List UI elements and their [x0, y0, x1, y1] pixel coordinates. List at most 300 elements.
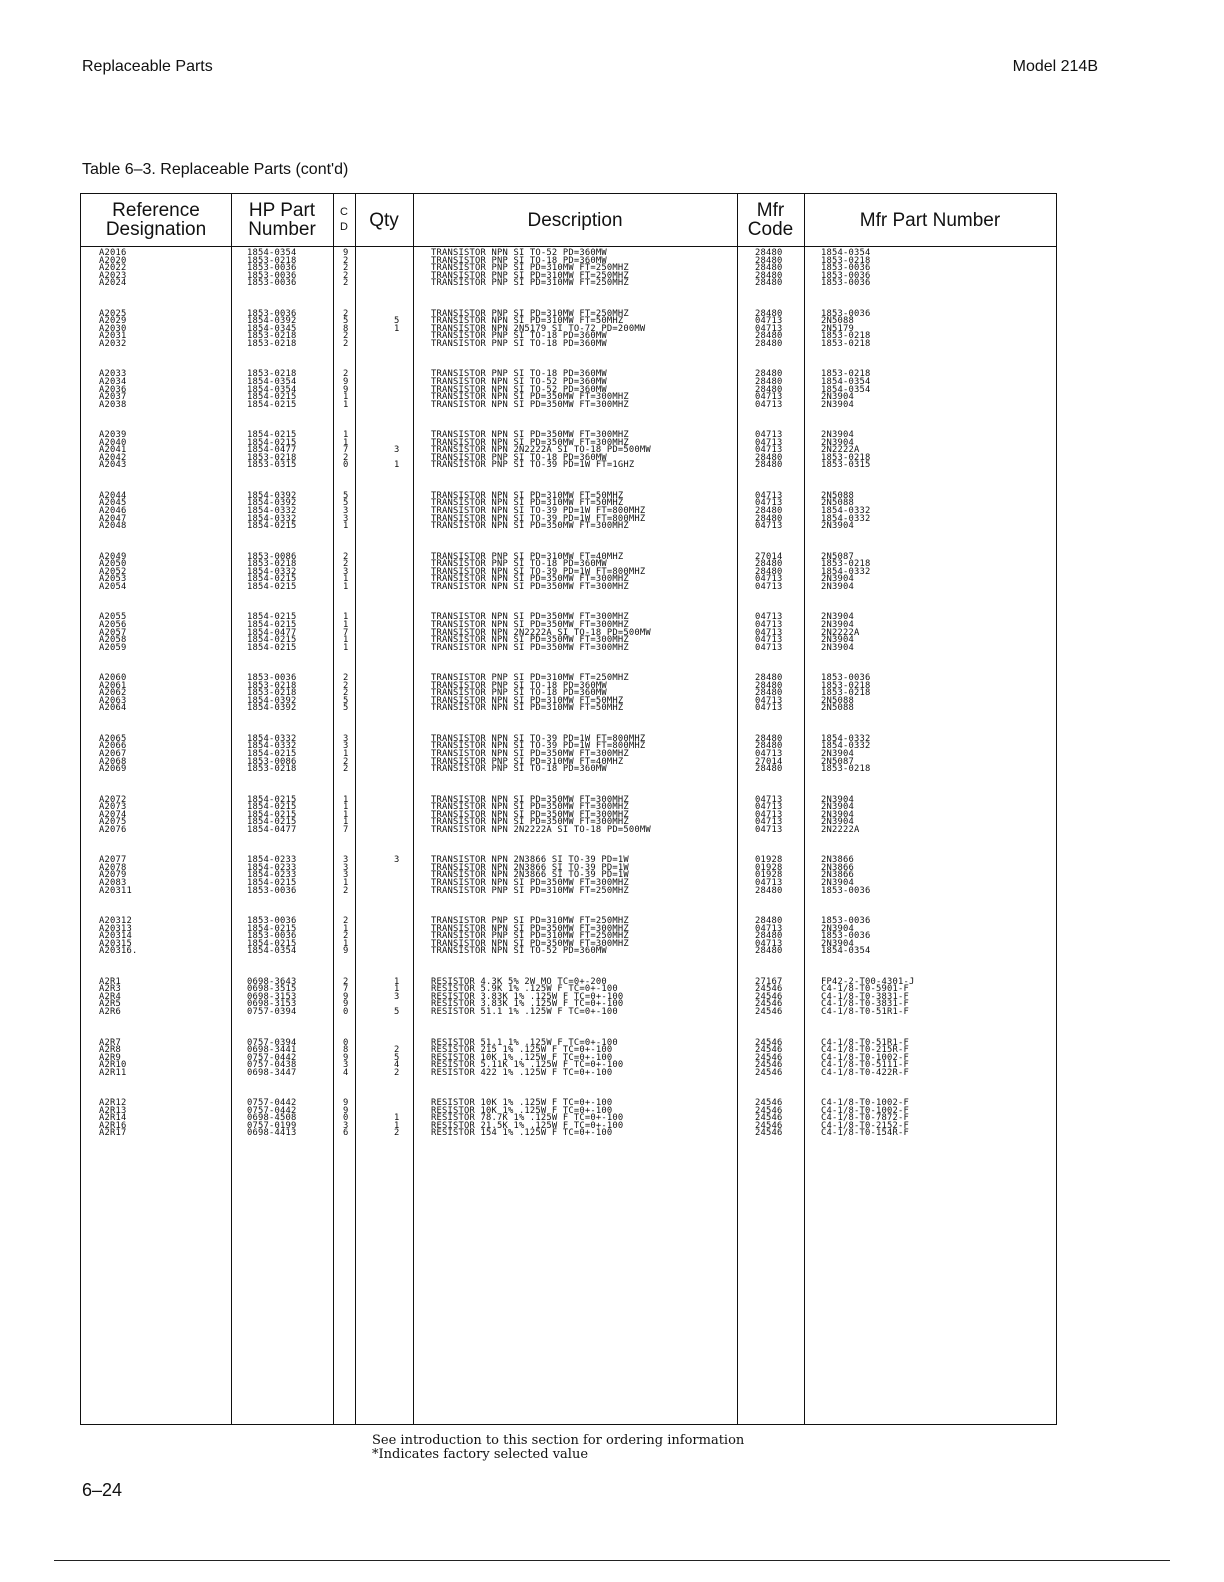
group-spacer	[81, 652, 1056, 675]
cell-mfr: 04713	[755, 619, 783, 630]
cell-mpn: 2N3904	[821, 521, 854, 532]
cell-mpn: FP42-2-T00-4301-J	[821, 976, 915, 987]
cell-hp: 1854-0477	[247, 627, 297, 638]
cell-mfr: 28480	[755, 931, 783, 942]
cell-desc: TRANSISTOR NPN SI PD=350MW FT=300MHZ	[431, 635, 629, 646]
cell-desc: RESISTOR 21.5K 1% .125W F TC=0+-100	[431, 1120, 624, 1131]
cell-desc: RESISTOR 5.11K 1% .125W F TC=0+-100	[431, 1060, 624, 1071]
cell-cd: 3	[343, 741, 349, 752]
cell-ref: A2030	[99, 323, 127, 334]
cell-mfr: 24546	[755, 1037, 783, 1048]
cell-mfr: 24546	[755, 984, 783, 995]
cell-cd: 1	[343, 430, 349, 441]
cell-mfr: 28480	[755, 733, 783, 744]
cell-cd: 3	[343, 733, 349, 744]
cell-mpn: 2N3866	[821, 862, 854, 873]
cell-cd: 3	[343, 870, 349, 881]
group-spacer	[81, 834, 1056, 857]
cell-ref: A2R4	[99, 991, 121, 1002]
cell-ref: A2047	[99, 513, 127, 524]
cell-ref: A2022	[99, 263, 127, 274]
cell-hp: 1854-0392	[247, 695, 297, 706]
header-text: Designation	[105, 219, 207, 240]
cell-cd: 1	[343, 574, 349, 585]
cell-ref: A2054	[99, 581, 127, 592]
cell-desc: RESISTOR 4.3K 5% 2W MO TC=0+-200	[431, 976, 607, 987]
cell-cd: 2	[343, 885, 349, 896]
cell-mpn: C4-1/8-T0-51R1-F	[821, 1037, 909, 1048]
cell-hp: 1854-0477	[247, 445, 297, 456]
table-caption: Table 6–3. Replaceable Parts (cont'd)	[82, 161, 349, 178]
cell-hp: 1854-0332	[247, 741, 297, 752]
cell-mfr: 28480	[755, 248, 783, 258]
cell-desc: TRANSISTOR PNP SI PD=310MW FT=250MHZ	[431, 885, 629, 896]
cell-cd: 2	[343, 278, 349, 289]
cell-mfr: 28480	[755, 338, 783, 349]
cell-ref: A2036	[99, 384, 127, 395]
cell-mfr: 24546	[755, 1045, 783, 1056]
cell-mpn: 1853-0218	[821, 331, 871, 342]
cell-ref: A20313	[99, 923, 132, 934]
cell-mfr: 04713	[755, 399, 783, 410]
cell-qty: 2	[394, 1045, 400, 1056]
cell-desc: TRANSISTOR NPN 2N5179 SI TO-72 PD=200MW	[431, 323, 646, 334]
cell-ref: A2037	[99, 392, 127, 403]
cell-mpn: 2N3866	[821, 870, 854, 881]
cell-mpn: 2N3904	[821, 748, 854, 759]
header-text: Mfr	[756, 200, 785, 221]
cell-hp: 1854-0477	[247, 824, 297, 835]
cell-hp: 1854-0215	[247, 612, 297, 623]
cell-desc: TRANSISTOR NPN 2N3866 SI TO-39 PD=1W	[431, 862, 629, 873]
cell-hp: 0698-3153	[247, 991, 297, 1002]
cell-cd: 2	[343, 916, 349, 927]
cell-qty: 1	[394, 976, 400, 987]
cell-mpn: 2N3904	[821, 392, 854, 403]
cell-desc: TRANSISTOR PNP SI PD=310MW FT=250MHZ	[431, 278, 629, 289]
cell-cd: 8	[343, 323, 349, 334]
table-row	[81, 705, 1056, 713]
cell-hp: 1854-0215	[247, 430, 297, 441]
cell-mpn: 2N5087	[821, 551, 854, 562]
cell-qty: 3	[394, 991, 400, 1002]
cell-cd: 9	[343, 991, 349, 1002]
cell-mfr: 24546	[755, 991, 783, 1002]
cell-desc: RESISTOR 215 1% .125W F TC=0+-100	[431, 1045, 613, 1056]
cell-ref: A2031	[99, 331, 127, 342]
table-row	[81, 581, 1056, 592]
cell-ref: A2066	[99, 741, 127, 752]
column-header-hp-part-number	[231, 194, 333, 246]
cell-mfr: 04713	[755, 445, 783, 456]
cell-hp: 0757-0394	[247, 1037, 297, 1048]
cell-mpn: 1853-0218	[821, 369, 871, 380]
cell-desc: TRANSISTOR NPN SI TO-39 PD=1W FT=800MHZ	[431, 506, 646, 517]
cell-ref: A2077	[99, 855, 127, 866]
cell-mfr: 27014	[755, 756, 783, 767]
cell-hp: 0698-3441	[247, 1045, 297, 1056]
cell-hp: 1853-0036	[247, 263, 297, 274]
table-row	[81, 824, 1056, 835]
cell-desc: TRANSISTOR PNP SI TO-18 PD=360MW	[431, 369, 607, 380]
bottom-rule	[54, 1560, 1170, 1561]
cell-desc: RESISTOR 78.7K 1% .125W F TC=0+-100	[431, 1113, 624, 1124]
cell-mpn: C4-1/8-T0-51R1-F	[821, 1007, 909, 1017]
cell-ref: A2074	[99, 809, 127, 820]
group-spacer	[81, 531, 1056, 554]
cell-mfr: 04713	[755, 627, 783, 638]
cell-mpn: 2N3904	[821, 574, 854, 585]
cell-ref: A2042	[99, 452, 127, 463]
cell-hp: 1854-0215	[247, 437, 297, 448]
cell-ref: A2046	[99, 506, 127, 517]
cell-ref: A2R14	[99, 1113, 127, 1124]
cell-cd: 1	[343, 802, 349, 813]
parts-table	[80, 193, 1057, 1425]
cell-desc: TRANSISTOR NPN 2N3866 SI TO-39 PD=1W	[431, 870, 629, 881]
cell-ref: A2056	[99, 619, 127, 630]
cell-hp: 1854-0332	[247, 733, 297, 744]
cell-mpn: C4-1/8-T0-1002-F	[821, 1098, 909, 1109]
cell-ref: A2020	[99, 255, 127, 266]
cell-ref: A2048	[99, 521, 127, 532]
cell-cd: 2	[343, 976, 349, 987]
cell-cd: 9	[343, 1105, 349, 1116]
cell-cd: 2	[343, 308, 349, 319]
cell-cd: 9	[343, 248, 349, 258]
cell-cd: 3	[343, 1060, 349, 1071]
cell-hp: 1853-0218	[247, 764, 297, 775]
cell-hp: 1854-0215	[247, 938, 297, 949]
cell-hp: 1854-0392	[247, 316, 297, 327]
cell-desc: TRANSISTOR NPN SI TO-39 PD=1W FT=800MHZ	[431, 566, 646, 577]
cell-cd: 1	[343, 817, 349, 828]
cell-ref: A2041	[99, 445, 127, 456]
cell-cd: 2	[343, 270, 349, 281]
cell-cd: 9	[343, 377, 349, 388]
cell-mfr: 27167	[755, 976, 783, 987]
cell-hp: 1854-0345	[247, 323, 297, 334]
cell-desc: RESISTOR 5.9K 1% .125W F TC=0+-100	[431, 984, 618, 995]
cell-hp: 1853-0218	[247, 688, 297, 699]
cell-mpn: 2N5088	[821, 316, 854, 327]
cell-ref: A20314	[99, 931, 132, 942]
cell-mfr: 24546	[755, 1120, 783, 1131]
cell-ref: A2053	[99, 574, 127, 585]
cell-mfr: 28480	[755, 308, 783, 319]
cell-desc: TRANSISTOR NPN SI PD=350MW FT=300MHZ	[431, 437, 629, 448]
cell-qty: 5	[394, 1052, 400, 1063]
cell-cd: 2	[343, 673, 349, 684]
cell-mpn: 2N5088	[821, 490, 854, 501]
cell-hp: 1853-0218	[247, 559, 297, 570]
cell-qty: 4	[394, 1060, 400, 1071]
group-spacer	[81, 956, 1056, 979]
group-spacer	[81, 895, 1056, 918]
cell-cd: 7	[343, 445, 349, 456]
cell-ref: A2062	[99, 688, 127, 699]
group-spacer	[81, 591, 1056, 614]
cell-cd: 2	[343, 680, 349, 691]
cell-hp: 1853-0315	[247, 460, 297, 471]
cell-mfr: 04713	[755, 392, 783, 403]
cell-hp: 1854-0215	[247, 574, 297, 585]
cell-mpn: 2N3904	[821, 635, 854, 646]
cell-mpn: 2N3904	[821, 642, 854, 653]
cell-desc: TRANSISTOR PNP SI PD=310MW FT=250MHZ	[431, 916, 629, 927]
cell-desc: TRANSISTOR PNP SI TO-18 PD=360MW	[431, 764, 607, 775]
cell-desc: TRANSISTOR NPN 2N2222A SI TO-18 PD=500MW	[431, 445, 651, 456]
cell-desc: TRANSISTOR NPN SI PD=350MW FT=300MHZ	[431, 612, 629, 623]
cell-mpn: 2N5179	[821, 323, 854, 334]
table-row	[81, 642, 1056, 653]
cell-mfr: 28480	[755, 559, 783, 570]
cell-mpn: C4-1/8-T0-5111-F	[821, 1060, 909, 1071]
cell-mpn: 1853-0218	[821, 338, 871, 349]
cell-desc: TRANSISTOR NPN SI PD=350MW FT=300MHZ	[431, 581, 629, 592]
cell-desc: TRANSISTOR NPN 2N2222A SI TO-18 PD=500MW	[431, 627, 651, 638]
cell-qty: 2	[394, 1067, 400, 1078]
cell-ref: A2R16	[99, 1120, 127, 1131]
cell-hp: 1853-0218	[247, 369, 297, 380]
cell-mfr: 04713	[755, 809, 783, 820]
cell-hp: 1853-0218	[247, 338, 297, 349]
cell-cd: 3	[343, 855, 349, 866]
cell-cd: 2	[343, 331, 349, 342]
cell-desc: TRANSISTOR PNP SI PD=310MW FT=250MHZ	[431, 673, 629, 684]
cell-desc: RESISTOR 10K 1% .125W F TC=0+-100	[431, 1052, 613, 1063]
cell-ref: A2059	[99, 642, 127, 653]
cell-mpn: 2N3904	[821, 437, 854, 448]
cell-hp: 1854-0215	[247, 581, 297, 592]
cell-ref: A2061	[99, 680, 127, 691]
cell-desc: TRANSISTOR NPN SI PD=350MW FT=300MHZ	[431, 809, 629, 820]
cell-desc: TRANSISTOR PNP SI PD=310MW FT=250MHZ	[431, 308, 629, 319]
cell-hp: 0757-0442	[247, 1105, 297, 1116]
cell-hp: 1854-0215	[247, 619, 297, 630]
cell-mfr: 04713	[755, 877, 783, 888]
cell-mfr: 24546	[755, 999, 783, 1010]
cell-mfr: 28480	[755, 460, 783, 471]
cell-mpn: 1854-0332	[821, 741, 871, 752]
group-spacer	[81, 713, 1056, 736]
cell-mfr: 01928	[755, 862, 783, 873]
cell-mfr: 28480	[755, 688, 783, 699]
cell-mfr: 28480	[755, 384, 783, 395]
group-spacer	[81, 1017, 1056, 1040]
cell-qty: 1	[394, 323, 400, 334]
cell-desc: TRANSISTOR NPN 2N2222A SI TO-18 PD=500MW	[431, 824, 651, 835]
cell-mpn: C4-1/8-T0-7872-F	[821, 1113, 909, 1124]
cell-mpn: 2N3904	[821, 923, 854, 934]
cell-desc: TRANSISTOR PNP SI TO-18 PD=360MW	[431, 452, 607, 463]
cell-mpn: C4-1/8-T0-5901-F	[821, 984, 909, 995]
cell-desc: TRANSISTOR NPN SI PD=310MW FT=50MHZ	[431, 695, 624, 706]
cell-cd: 3	[343, 513, 349, 524]
cell-cd: 2	[343, 688, 349, 699]
cell-desc: TRANSISTOR NPN SI TO-52 PD=360MW	[431, 248, 607, 258]
group-spacer	[81, 470, 1056, 493]
cell-hp: 0698-4508	[247, 1113, 297, 1124]
cell-mfr: 04713	[755, 794, 783, 805]
cell-desc: TRANSISTOR NPN SI PD=350MW FT=300MHZ	[431, 938, 629, 949]
cell-hp: 0757-0394	[247, 1007, 297, 1017]
cell-mpn: 2N5088	[821, 703, 854, 714]
cell-ref: A2044	[99, 490, 127, 501]
cell-mpn: 1853-0036	[821, 270, 871, 281]
cell-desc: RESISTOR 154 1% .125W F TC=0+-100	[431, 1128, 613, 1139]
cell-mpn: 2N3904	[821, 802, 854, 813]
cell-ref: A2078	[99, 862, 127, 873]
cell-cd: 1	[343, 642, 349, 653]
cell-hp: 1853-0086	[247, 756, 297, 767]
cell-hp: 1854-0233	[247, 855, 297, 866]
cell-ref: A2034	[99, 377, 127, 388]
running-header-right: Model 214B	[1012, 58, 1098, 75]
footnote-ordering: See introduction to this section for ordering information	[372, 1433, 745, 1448]
header-text: Number	[248, 219, 316, 240]
cell-cd: 3	[343, 506, 349, 517]
footnote	[372, 1434, 744, 1462]
cell-mfr: 04713	[755, 437, 783, 448]
cell-mpn: 2N5088	[821, 695, 854, 706]
cell-hp: 1854-0215	[247, 794, 297, 805]
cell-mfr: 04713	[755, 323, 783, 334]
cell-mpn: 1853-0036	[821, 673, 871, 684]
cell-cd: 5	[343, 703, 349, 714]
cell-mpn: 1853-0218	[821, 688, 871, 699]
column-header-mfr-code	[737, 194, 804, 246]
cell-cd: 1	[343, 399, 349, 410]
cell-mpn: 2N2222A	[821, 627, 860, 638]
column-header-reference-designation	[81, 194, 231, 246]
cell-mpn: 2N3904	[821, 581, 854, 592]
cell-mpn: C4-1/8-T0-422R-F	[821, 1067, 909, 1078]
cell-mfr: 28480	[755, 270, 783, 281]
cell-ref: A2060	[99, 673, 127, 684]
cell-mfr: 24546	[755, 1128, 783, 1139]
cell-desc: TRANSISTOR NPN SI PD=350MW FT=300MHZ	[431, 817, 629, 828]
cell-desc: TRANSISTOR NPN SI PD=310MW FT=50MHZ	[431, 498, 624, 509]
cell-ref: A2039	[99, 430, 127, 441]
cell-ref: A2R6	[99, 1007, 121, 1017]
cell-mfr: 04713	[755, 574, 783, 585]
cell-ref: A20311	[99, 885, 132, 896]
header-text: Description	[527, 209, 623, 231]
header-text: Mfr Part Number	[859, 209, 1001, 231]
cell-mfr: 01928	[755, 870, 783, 881]
cell-mfr: 28480	[755, 255, 783, 266]
cell-desc: TRANSISTOR PNP SI TO-18 PD=360MW	[431, 559, 607, 570]
cell-desc: TRANSISTOR PNP SI PD=310MW FT=250MHZ	[431, 263, 629, 274]
cell-ref: A2033	[99, 369, 127, 380]
cell-qty: 1	[394, 984, 400, 995]
cell-ref: A2R13	[99, 1105, 127, 1116]
cell-ref: A2079	[99, 870, 127, 881]
cell-mpn: 2N3904	[821, 817, 854, 828]
cell-desc: TRANSISTOR NPN SI PD=350MW FT=300MHZ	[431, 574, 629, 585]
cell-mfr: 24546	[755, 1060, 783, 1071]
cell-mpn: 1854-0332	[821, 566, 871, 577]
cell-ref: A2R17	[99, 1128, 127, 1139]
cell-desc: TRANSISTOR NPN SI PD=350MW FT=300MHZ	[431, 794, 629, 805]
cell-hp: 1853-0036	[247, 308, 297, 319]
cell-mfr: 28480	[755, 673, 783, 684]
cell-mpn: 2N5088	[821, 498, 854, 509]
cell-desc: TRANSISTOR NPN SI PD=350MW FT=300MHZ	[431, 642, 629, 653]
cell-mpn: C4-1/8-T0-3831-F	[821, 991, 909, 1002]
table-row	[81, 338, 1056, 349]
cell-hp: 1853-0036	[247, 885, 297, 896]
cell-cd: 9	[343, 946, 349, 957]
cell-ref: A2R9	[99, 1052, 121, 1063]
group-spacer	[81, 774, 1056, 797]
footnote-factory-selected: *Indicates factory selected value	[372, 1447, 589, 1462]
cell-ref: A2076	[99, 824, 127, 835]
cell-desc: TRANSISTOR PNP SI TO-18 PD=360MW	[431, 338, 607, 349]
cell-cd: 9	[343, 384, 349, 395]
cell-mpn: 1854-0354	[821, 384, 871, 395]
cell-mfr: 24546	[755, 1007, 783, 1017]
cell-mpn: 2N3904	[821, 430, 854, 441]
cell-ref: A2R12	[99, 1098, 127, 1109]
cell-hp: 1854-0392	[247, 498, 297, 509]
cell-mpn: 1854-0332	[821, 513, 871, 524]
cell-cd: 1	[343, 938, 349, 949]
column-header-cd	[333, 194, 355, 246]
cell-ref: A2064	[99, 703, 127, 714]
cell-cd: 0	[343, 1113, 349, 1124]
cell-mpn: C4-1/8-T0-154R-F	[821, 1128, 909, 1139]
table-row	[81, 462, 1056, 470]
cell-desc: RESISTOR 10K 1% .125W F TC=0+-100	[431, 1098, 613, 1109]
cell-ref: A2040	[99, 437, 127, 448]
cell-cd: 2	[343, 338, 349, 349]
cell-hp: 0757-0438	[247, 1060, 297, 1071]
cell-mpn: 2N2222A	[821, 824, 860, 835]
cell-mfr: 28480	[755, 263, 783, 274]
cell-hp: 1853-0036	[247, 270, 297, 281]
cell-ref: A2024	[99, 278, 127, 289]
table-row	[81, 1009, 1056, 1017]
cell-mpn: 1853-0036	[821, 263, 871, 274]
cell-qty: 1	[394, 1120, 400, 1131]
cell-mpn: 2N3904	[821, 612, 854, 623]
cell-desc: TRANSISTOR NPN SI PD=310MW FT=50MHZ	[431, 316, 624, 327]
cell-ref: A2057	[99, 627, 127, 638]
cell-ref: A2055	[99, 612, 127, 623]
cell-hp: 0757-0199	[247, 1120, 297, 1131]
cell-hp: 1853-0086	[247, 551, 297, 562]
cell-desc: TRANSISTOR PNP SI PD=310MW FT=40MHZ	[431, 756, 624, 767]
cell-mpn: 2N3866	[821, 855, 854, 866]
cell-cd: 1	[343, 923, 349, 934]
cell-ref: A2043	[99, 460, 127, 471]
cell-mfr: 04713	[755, 695, 783, 706]
cell-mfr: 04713	[755, 316, 783, 327]
cell-mfr: 27014	[755, 551, 783, 562]
table-row	[81, 1067, 1056, 1078]
table-row	[81, 948, 1056, 956]
cell-hp: 1854-0215	[247, 635, 297, 646]
cell-mpn: 1853-0218	[821, 255, 871, 266]
cell-cd: 2	[343, 559, 349, 570]
cell-desc: TRANSISTOR NPN SI PD=350MW FT=300MHZ	[431, 802, 629, 813]
cell-cd: 8	[343, 1045, 349, 1056]
cell-ref: A2025	[99, 308, 127, 319]
cell-mpn: C4-1/8-T0-1002-F	[821, 1052, 909, 1063]
cell-mpn: 2N3904	[821, 399, 854, 410]
